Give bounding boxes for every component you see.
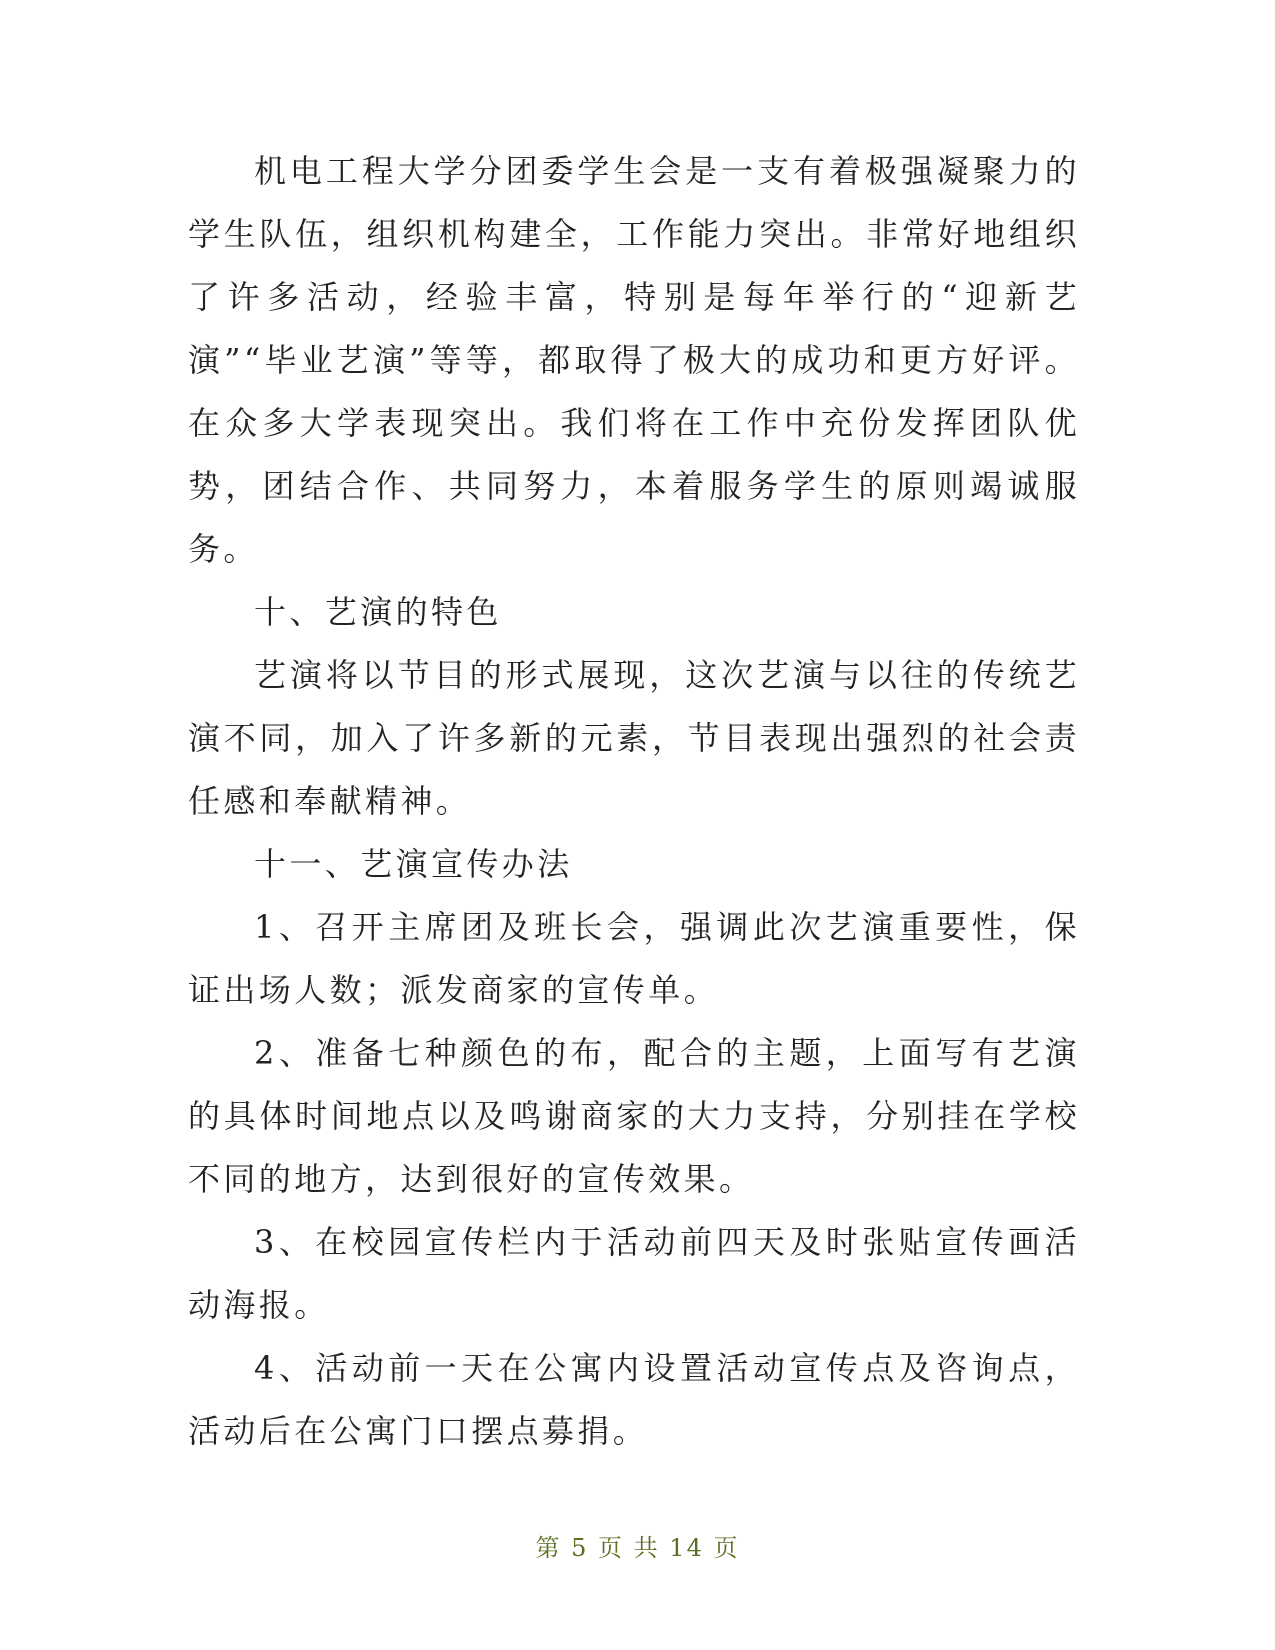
paragraph-intro: 机电工程大学分团委学生会是一支有着极强凝聚力的学生队伍，组织机构建全，工作能力突出。非常好地组织了许多活动，经验丰富，特别是每年举行的“迎新艺演”“毕业艺演”等等，都取得了极大的成功和更方好评。在众多大学表现突出。我们将在工作中充份发挥团队优势，团结合作、共同努力，本着服务学生的原则竭诚服务。	[188, 152, 1080, 568]
list-item-4: 4、活动前一天在公寓内设置活动宣传点及咨询点，活动后在公寓门口摆点募捐。	[188, 1349, 1080, 1450]
list-item-3: 3、在校园宣传栏内于活动前四天及时张贴宣传画活动海报。	[188, 1223, 1080, 1324]
document-body	[188, 140, 1080, 1463]
section-heading-11: 十一、艺演宣传办法	[254, 845, 573, 883]
list-item-1: 1、召开主席团及班长会，强调此次艺演重要性，保证出场人数；派发商家的宣传单。	[188, 908, 1080, 1009]
page-number-footer: 第 5 页 共 14 页	[535, 1534, 740, 1562]
list-item-2: 2、准备七种颜色的布，配合的主题，上面写有艺演的具体时间地点以及鸣谢商家的大力支持，分别挂在学校不同的地方，达到很好的宣传效果。	[188, 1034, 1080, 1198]
section-heading-10: 十、艺演的特色	[254, 593, 502, 631]
paragraph-features: 艺演将以节目的形式展现，这次艺演与以往的传统艺演不同，加入了许多新的元素，节目表现出强烈的社会责任感和奉献精神。	[188, 656, 1080, 820]
